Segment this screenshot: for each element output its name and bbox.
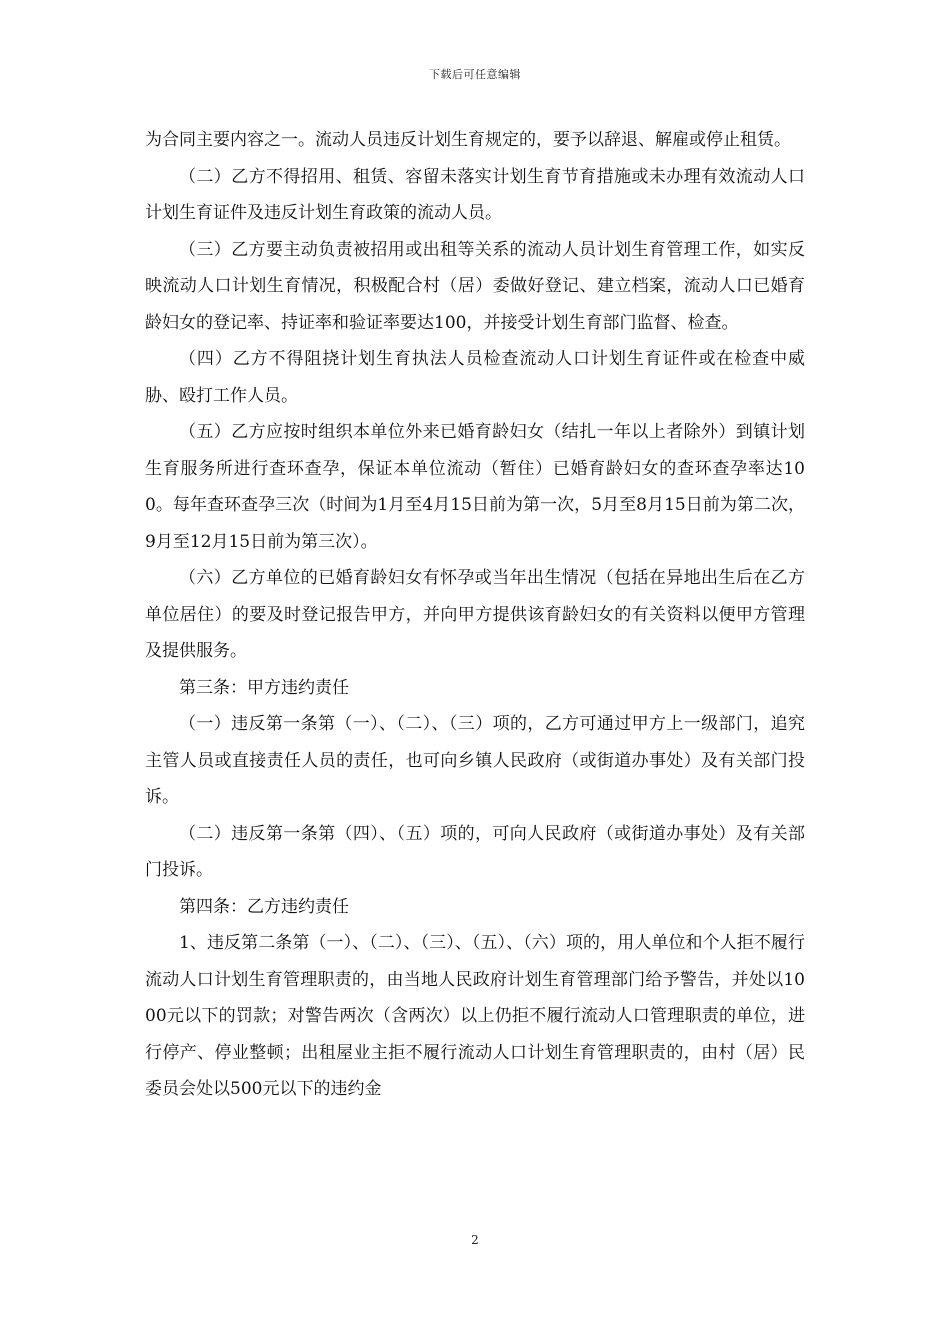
paragraph-8: （一）违反第一条第（一）、（二）、（三）项的，乙方可通过甲方上一级部门，追究主管人员或直接责任人员的责任，也可向乡镇人民政府（或街道办事处）及有关部门投诉。 [145,714,805,807]
paragraph-1: 为合同主要内容之一。流动人员违反计划生育规定的，要予以辞退、解雇或停止租赁。 [145,130,791,150]
article-4-heading: 第四条：乙方违约责任 [179,896,349,917]
page-header: 下载后可任意编辑 [429,68,521,81]
article-3-heading: 第三条：甲方违约责任 [179,677,349,698]
paragraph-6: （六）乙方单位的已婚育龄妇女有怀孕或当年出生情况（包括在异地出生后在乙方单位居住）的要及时登记报告甲方，并向甲方提供该育龄妇女的有关资料以便甲方管理及提供服务。 [145,568,805,661]
paragraph-2: （二）乙方不得招用、租赁、容留未落实计划生育节育措施或未办理有效流动人口计划生育证件及违反计划生育政策的流动人员。 [145,166,805,223]
paragraph-9: （二）违反第一条第（四）、（五）项的，可向人民政府（或街道办事处）及有关部门投诉。 [145,823,805,880]
paragraph-5: （五）乙方应按时组织本单位外来已婚育龄妇女（结扎一年以上者除外）到镇计划生育服务所进行查环查孕，保证本单位流动（暂住）已婚育龄妇女的查环查孕率达100。每年查环查孕三次（时间为1月至4月15日前为第一次，5月至8月15日前为第二次，9月至12月15日前为第三次）。 [145,422,805,552]
paragraph-4: （四）乙方不得阻挠计划生育执法人员检查流动人口计划生育证件或在检查中威胁、殴打工作人员。 [145,349,805,406]
document-body [145,122,805,1108]
page-number: 2 [471,1233,479,1247]
paragraph-11: 1、违反第二条第（一）、（二）、（三）、（五）、（六）项的，用人单位和个人拒不履行流动人口计划生育管理职责的，由当地人民政府计划生育管理部门给予警告，并处以1000元以下的罚款；对警告两次（含两次）以上仍拒不履行流动人口管理职责的单位，进行停产、停业整顿；出租屋业主拒不履行流动人口计划生育管理职责的，由村（居）民委员会处以500元以下的违约金 [145,933,805,1099]
paragraph-3: （三）乙方要主动负责被招用或出租等关系的流动人员计划生育管理工作，如实反映流动人口计划生育情况，积极配合村（居）委做好登记、建立档案，流动人口已婚育龄妇女的登记率、持证率和验证率要达100，并接受计划生育部门监督、检查。 [145,239,805,333]
